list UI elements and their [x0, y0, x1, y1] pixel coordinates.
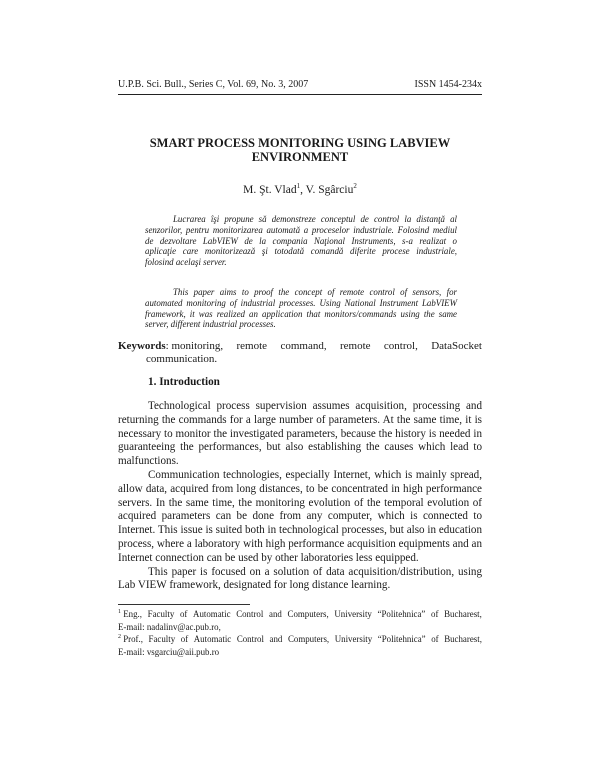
footnote-word: Automatic	[193, 609, 231, 619]
footnote-2-line-1	[118, 633, 482, 646]
abstract-ro-line: senzorilor, pentru monitorizarea automată a proceselor industriale. Folosind mediul	[145, 224, 457, 235]
footnote-word: Prof.,	[123, 634, 143, 644]
footnote-1	[118, 608, 482, 633]
footnote-word: and	[269, 634, 283, 644]
abstract-romanian	[145, 214, 457, 268]
footnote-2-email: E-mail: vsgarciu@aii.pub.ro	[118, 646, 220, 657]
abstract-en-line: This paper aims to proof the concept of remote control of sensors, for	[173, 287, 457, 297]
body-line: acquired parameters can be done from any computer, which is connected to	[118, 510, 482, 523]
body-text	[118, 400, 482, 593]
authors	[120, 184, 480, 196]
footnote-word: Computers,	[287, 609, 329, 619]
keywords	[118, 340, 482, 366]
title-line-1: SMART PROCESS MONITORING USING LABVIEW	[149, 136, 451, 150]
footnote-rule	[118, 604, 250, 605]
footnote-word: of	[431, 609, 439, 619]
body-line: This paper is focused on a solution of data acquisition/distribution, using	[148, 565, 482, 578]
body-line: Technological process supervision assumes acquisition, processing and	[148, 400, 482, 412]
body-line: Internet. This issue is suited both in technological processes, but also in education	[118, 524, 482, 537]
author-2-footnote-mark: 2	[353, 182, 357, 191]
body-line: necessary to monitor the investigated parameters, because the history is needed in	[118, 427, 482, 440]
footnote-word: of	[179, 609, 188, 619]
author-2: V. Sgârciu	[305, 184, 354, 196]
abstract-ro-line: de dezvoltare LabVIEW de la compania Naţional Instruments, s-a realizat o	[145, 235, 457, 246]
paragraph-3	[118, 566, 482, 594]
footnote-1-line-1	[118, 608, 482, 621]
footnote-word: Eng.,	[123, 609, 142, 619]
abstract-ro-line: Lucrarea îşi propune să demonstreze conceptul de control la distanţă al	[173, 214, 457, 224]
title-line-2: ENVIRONMENT	[251, 150, 349, 164]
footnote-word: and	[269, 609, 282, 619]
header-rule	[118, 94, 482, 95]
issn: ISSN 1454-234x	[414, 79, 482, 90]
abstract-en-line: server, different industrial processes.	[145, 319, 276, 330]
paragraph-2	[118, 469, 482, 566]
body-line: Lab VIEW framework, designated for long distance learning.	[118, 579, 391, 592]
keyword-word: DataSocket	[431, 340, 482, 352]
footnote-word: Faculty	[147, 609, 175, 619]
abstract-en-line: automated monitoring of industrial processes. Using National Instrument LabVIEW	[145, 297, 457, 308]
paper-title	[120, 136, 480, 164]
footnote-word: of	[180, 634, 189, 644]
abstract-ro-line: aplicaţie care monitorizează şi totodată comandă diferite procese industriale,	[145, 246, 457, 257]
author-1: M. Şt. Vlad	[243, 184, 297, 196]
footnote-1-email: E-mail: nadalinv@ac.pub.ro,	[118, 621, 221, 632]
body-line: allow data, acquired from long distances, to be concentrated in high performance	[118, 482, 482, 495]
keyword-word: remote	[236, 340, 268, 352]
body-line: guaranteeing the performances, but also establishing the causes which lead to	[118, 441, 482, 454]
abstract-ro-line: folosind acelaşi server.	[145, 257, 227, 268]
journal-citation: U.P.B. Sci. Bull., Series C, Vol. 69, No. 3, 2007	[118, 79, 309, 90]
keyword-word: : monitoring,	[165, 340, 224, 352]
abstract-en-line: framework, it was realized an application that monitors/commands using the same	[145, 308, 457, 319]
section-heading: 1. Introduction	[148, 376, 220, 388]
footnote-word: Computers,	[287, 634, 330, 644]
footnote-word: University	[334, 634, 373, 644]
footnote-1-mark: 1	[118, 609, 121, 616]
body-line: servers. In the same time, the monitoring evolution of the temporal evolution of	[118, 496, 482, 509]
keywords-line-1	[118, 340, 482, 353]
keyword-word: command,	[280, 340, 327, 352]
footnote-word: Automatic	[193, 634, 232, 644]
footnote-word: Control	[236, 634, 264, 644]
paragraph-1	[118, 400, 482, 469]
body-line: process, where a laboratory with high performance acquisition equipments and an	[118, 537, 482, 550]
author-1-footnote-mark: 1	[296, 182, 301, 191]
footnote-word: of	[431, 634, 439, 644]
keywords-label: Keywords	[118, 340, 166, 352]
author-separator: ,	[300, 184, 306, 196]
body-line: malfunctions.	[118, 455, 179, 468]
body-line: Internet connection can be used by other laboratories less equipped.	[118, 551, 419, 564]
body-line: returning the commands for a large number of parameters. At the same time, it is	[118, 413, 482, 426]
footnote-word: “Politehnica”	[377, 609, 426, 619]
footnote-2-mark: 2	[118, 634, 121, 641]
footnote-word: “Politehnica”	[377, 634, 426, 644]
footnote-word: Control	[236, 609, 264, 619]
footnote-word: Faculty	[148, 634, 176, 644]
keyword-word: control,	[383, 340, 418, 352]
body-line: Communication technologies, especially Internet, which is mainly spread,	[148, 468, 482, 481]
footnote-word: University	[334, 609, 372, 619]
footnote-word: Bucharest,	[444, 634, 482, 644]
keywords-line-2: communication.	[146, 353, 218, 365]
footnote-word: Bucharest,	[444, 609, 482, 619]
keyword-word: remote	[339, 340, 371, 352]
footnote-2	[118, 633, 482, 658]
abstract-english	[145, 287, 457, 330]
